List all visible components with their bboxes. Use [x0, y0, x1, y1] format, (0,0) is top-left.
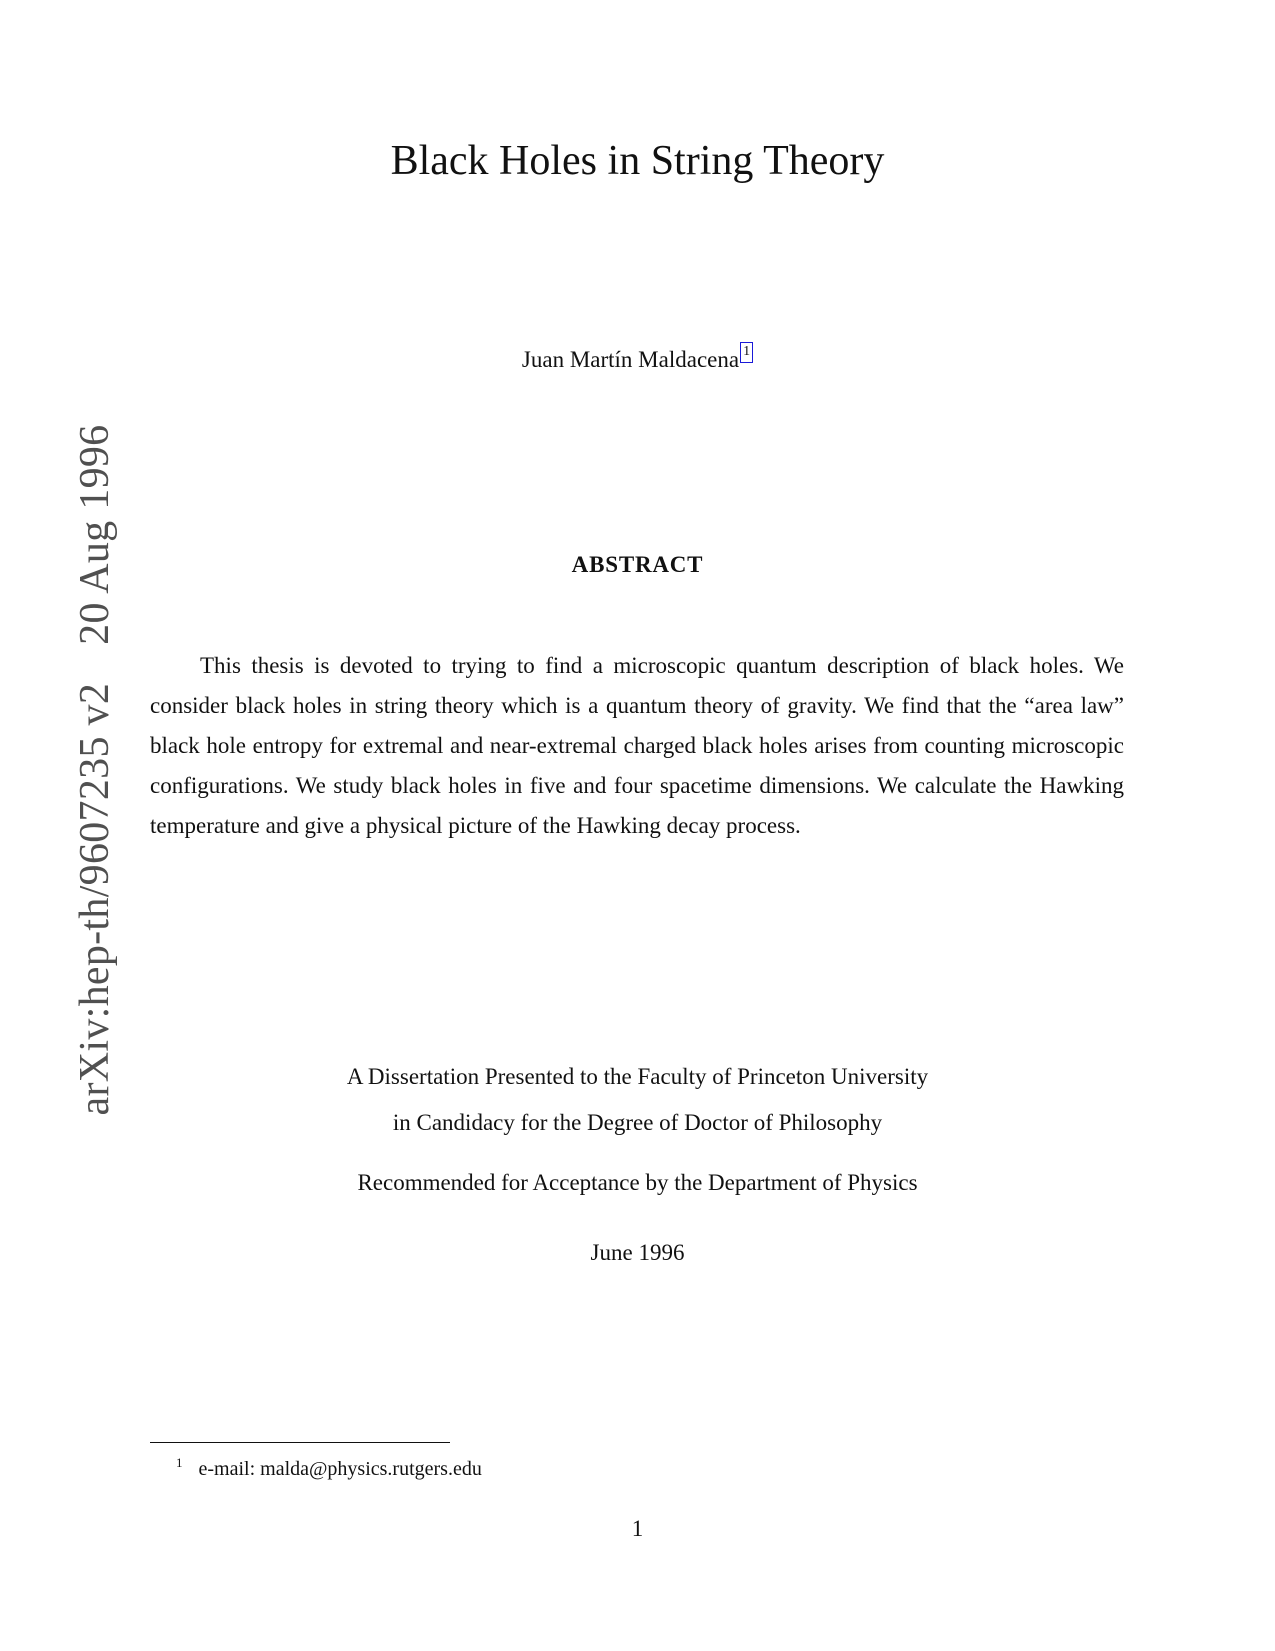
- footnote-divider: [150, 1442, 450, 1443]
- footnote-mark: 1: [176, 1455, 183, 1470]
- dissertation-statement: [0, 1054, 1275, 1146]
- dissertation-line-2: in Candidacy for the Degree of Doctor of Philosophy: [392, 1110, 883, 1135]
- footnote: [176, 1455, 482, 1481]
- dissertation-line-1: A Dissertation Presented to the Faculty of Princeton University: [346, 1064, 929, 1089]
- author-name: Juan Martín Maldacena: [521, 347, 740, 372]
- page-number: 1: [631, 1516, 644, 1541]
- submission-date: June 1996: [590, 1240, 685, 1265]
- abstract-heading: ABSTRACT: [571, 552, 704, 577]
- footnote-text: e-mail: malda@physics.rutgers.edu: [198, 1458, 482, 1480]
- abstract-body: This thesis is devoted to trying to find a microscopic quantum description of black holes. We consider black holes in string theory which is a quantum theory of gravity. We find that the “area law” black hole entropy for extremal and near-extremal charged black holes arises from counting microscopic configurations. We study black holes in five and four spacetime dimensions. We calculate the Hawking temperature and give a physical picture of the Hawking decay process.: [150, 653, 1124, 838]
- arxiv-identifier: arXiv:hep-th/9607235 v2: [72, 682, 118, 1116]
- recommendation-line: Recommended for Acceptance by the Department of Physics: [357, 1170, 918, 1195]
- paper-title: Black Holes in String Theory: [390, 138, 885, 184]
- arxiv-date: 20 Aug 1996: [72, 424, 118, 645]
- author-line: [0, 342, 1275, 373]
- arxiv-identifier-stamp: [71, 425, 119, 1116]
- footnote-link[interactable]: 1: [740, 342, 753, 363]
